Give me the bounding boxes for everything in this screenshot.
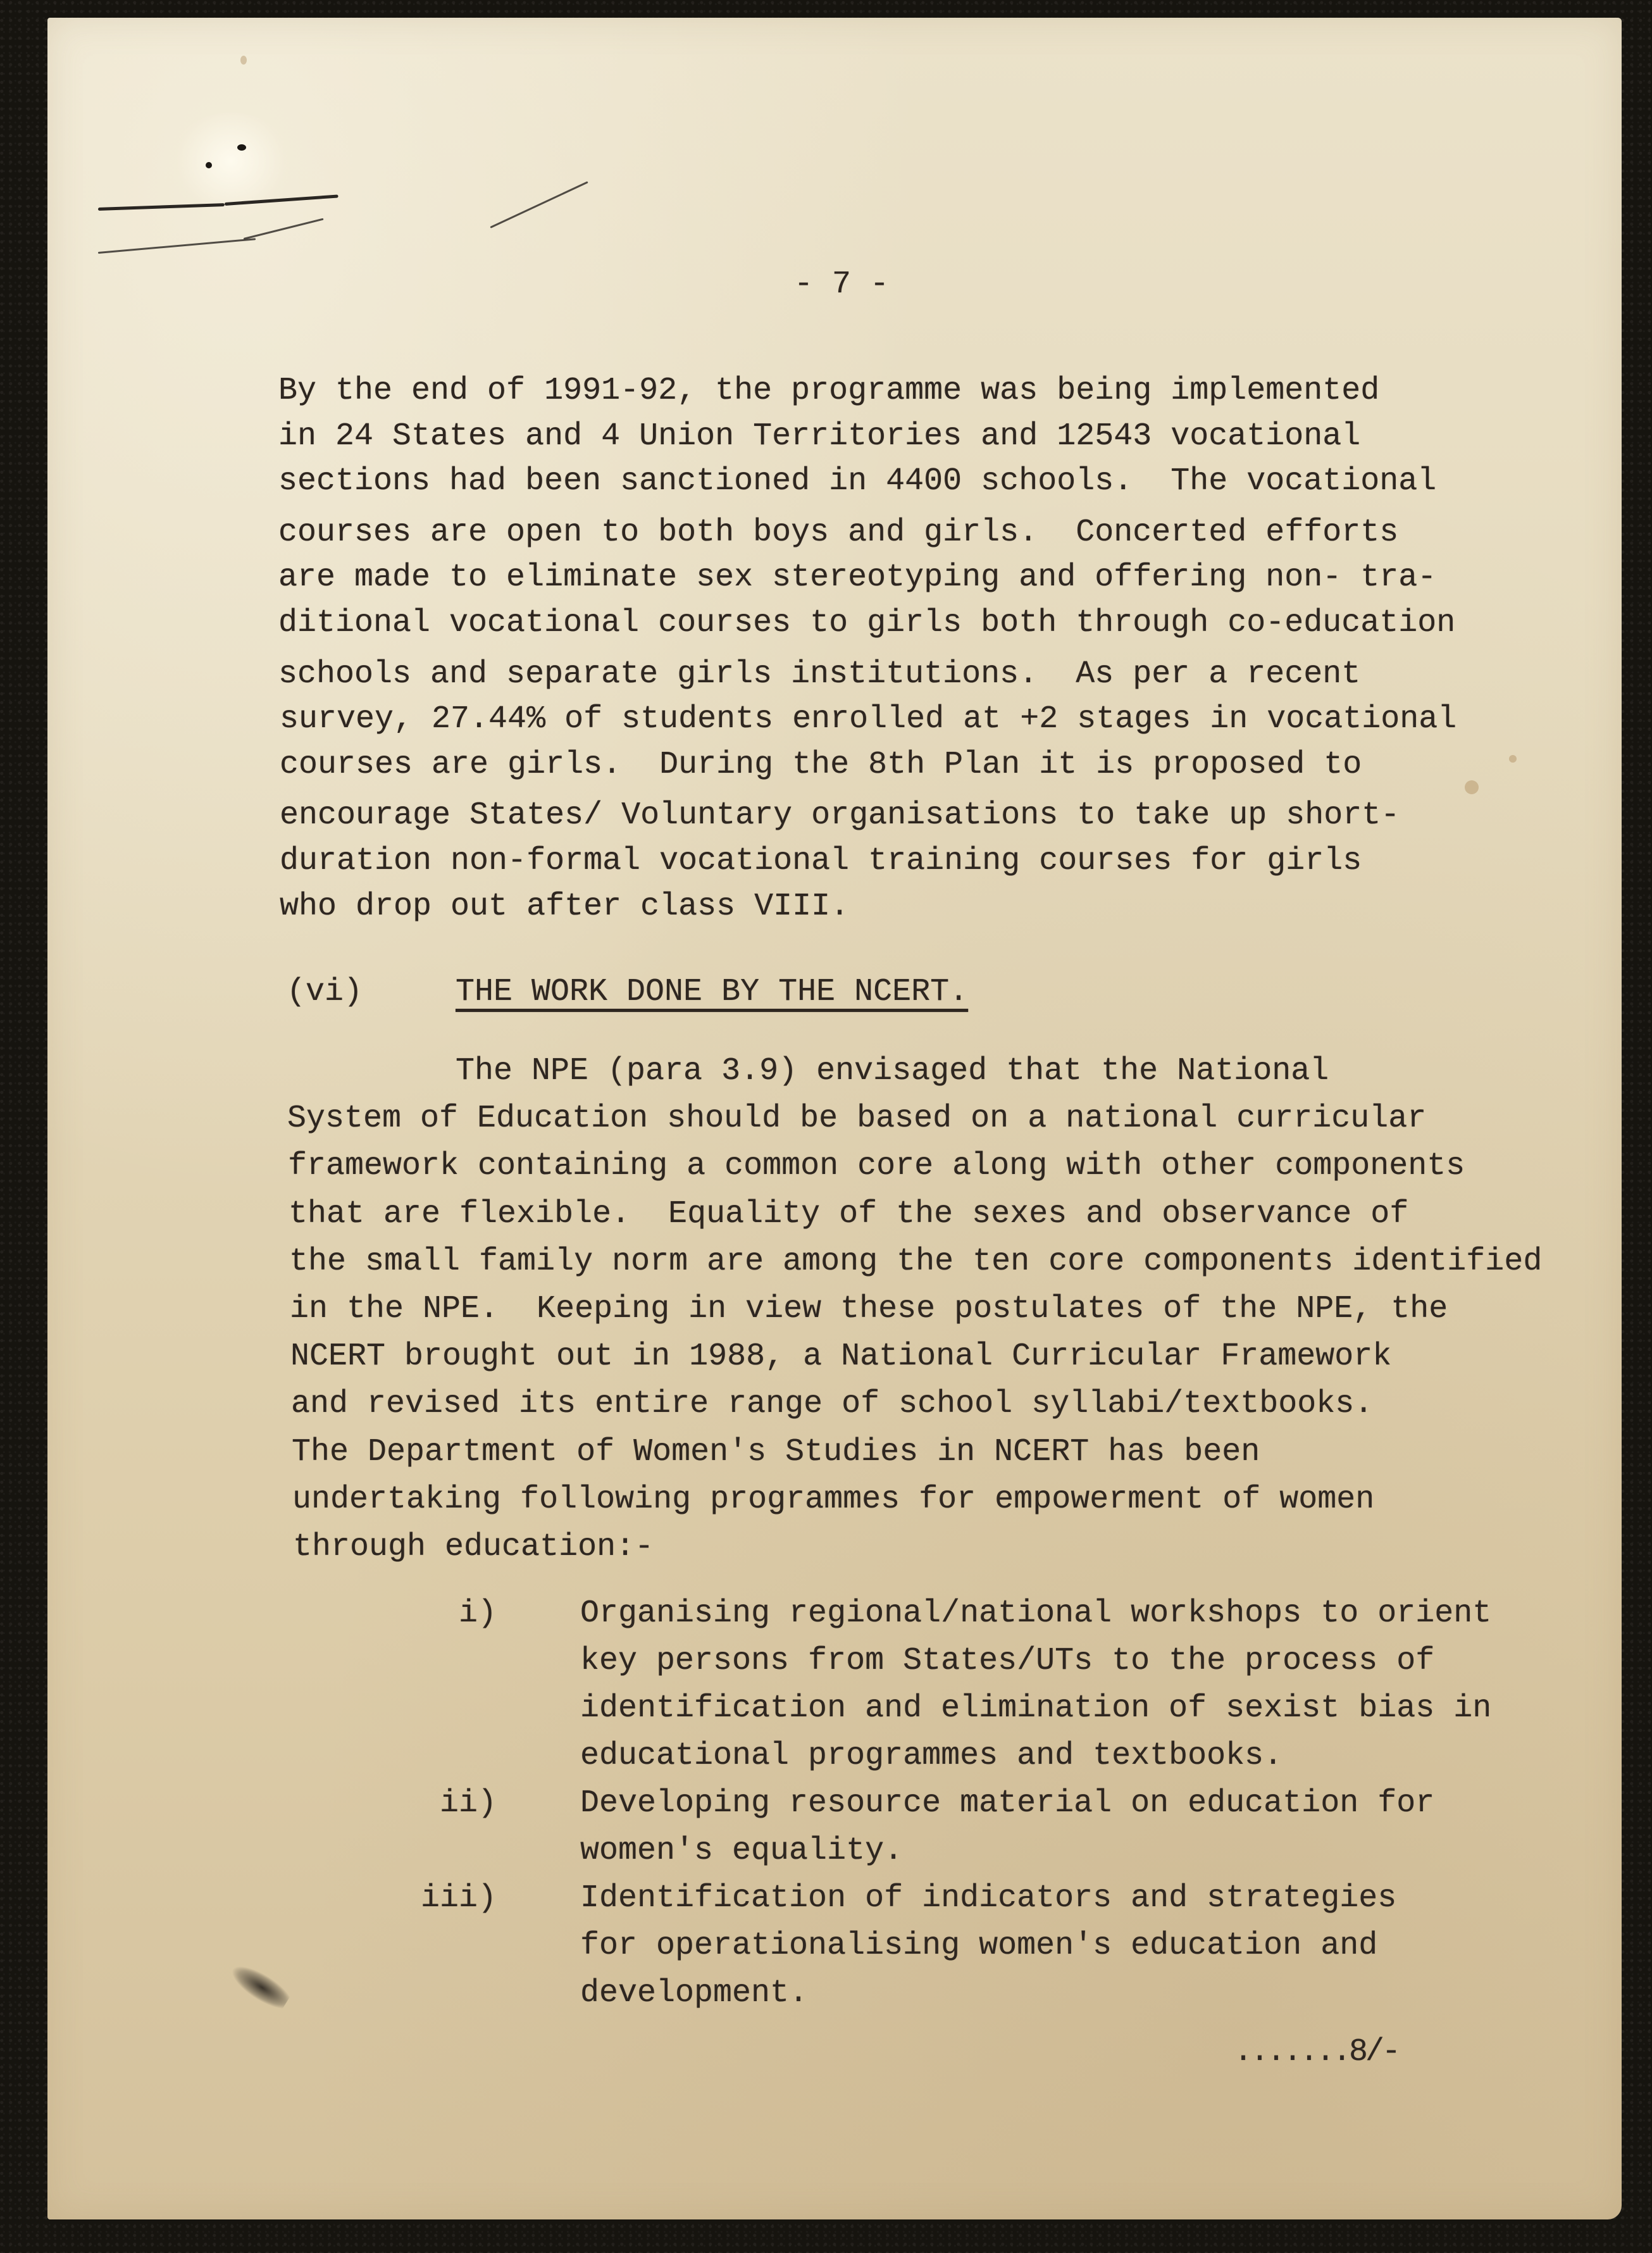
document-page bbox=[47, 18, 1622, 2219]
paragraph-line: courses are girls. During the 8th Plan it is proposed to bbox=[280, 746, 1362, 783]
punch-hole bbox=[237, 144, 246, 151]
paragraph-line: are made to eliminate sex stereotyping and offering non- tra- bbox=[278, 559, 1437, 596]
paragraph-line: who drop out after class VIII. bbox=[280, 888, 850, 925]
list-item-line: Developing resource material on education for bbox=[580, 1785, 1435, 1821]
paper-stain bbox=[240, 56, 247, 65]
paragraph-line: that are flexible. Equality of the sexes and observance of bbox=[289, 1195, 1409, 1232]
pen-scribble bbox=[490, 181, 588, 228]
paragraph-line: System of Education should be based on a national curricular bbox=[287, 1101, 1427, 1137]
list-item-line: identification and elimination of sexist bias in bbox=[580, 1690, 1492, 1726]
paragraph-line: sections had been sanctioned in 4400 schools. The vocational bbox=[278, 463, 1437, 500]
paragraph-line: in the NPE. Keeping in view these postulates of the NPE, the bbox=[290, 1291, 1448, 1327]
paragraph-line: survey, 27.44% of students enrolled at +2 stages in vocational bbox=[280, 701, 1457, 738]
list-item-marker: i) bbox=[459, 1595, 497, 1632]
pen-scribble bbox=[98, 238, 256, 254]
list-item-line: for operationalising women's education and bbox=[580, 1928, 1378, 1964]
page-number: - 7 - bbox=[794, 266, 890, 303]
paragraph-line: the small family norm are among the ten core components identified bbox=[289, 1243, 1543, 1280]
paragraph-line: courses are open to both boys and girls. Concerted efforts bbox=[278, 514, 1399, 551]
list-item-line: educational programmes and textbooks. bbox=[580, 1738, 1283, 1774]
list-item-marker: iii) bbox=[421, 1880, 497, 1916]
paper-stain bbox=[1465, 780, 1479, 794]
list-item-line: key persons from States/UTs to the process of bbox=[580, 1643, 1435, 1679]
list-item-line: Identification of indicators and strategies bbox=[580, 1880, 1397, 1916]
pen-scribble bbox=[244, 218, 324, 240]
list-item-line: Organising regional/national workshops to orient bbox=[580, 1595, 1492, 1632]
continuation-marker: .......8/- bbox=[1234, 2034, 1399, 2070]
section-title: THE WORK DONE BY THE NCERT. bbox=[456, 974, 969, 1010]
list-item-line: development. bbox=[580, 1975, 809, 2011]
paragraph-line: The Department of Women's Studies in NCERT has been bbox=[292, 1433, 1260, 1470]
paragraph-line: schools and separate girls institutions. As per a recent bbox=[278, 656, 1361, 692]
list-item-marker: ii) bbox=[440, 1785, 497, 1821]
paragraph-line: through education:- bbox=[293, 1529, 654, 1565]
paragraph-line: and revised its entire range of school syllabi/textbooks. bbox=[291, 1386, 1374, 1423]
paper-stain bbox=[1509, 755, 1517, 763]
paragraph-line: The NPE (para 3.9) envisaged that the National bbox=[456, 1053, 1329, 1089]
paragraph-line: framework containing a common core along with other components bbox=[288, 1148, 1465, 1185]
section-number: (vi) bbox=[287, 974, 363, 1010]
ink-smudge bbox=[226, 1959, 293, 2014]
paragraph-line: NCERT brought out in 1988, a National Curricular Framework bbox=[290, 1339, 1392, 1375]
paragraph-line: By the end of 1991-92, the programme was being implemented bbox=[278, 373, 1380, 409]
paragraph-line: duration non-formal vocational training courses for girls bbox=[280, 843, 1362, 879]
paragraph-line: in 24 States and 4 Union Territories and 12543 vocational bbox=[278, 418, 1361, 454]
paragraph-line: encourage States/ Voluntary organisations to take up short- bbox=[280, 797, 1400, 834]
paragraph-line: undertaking following programmes for empowerment of women bbox=[292, 1481, 1375, 1518]
punch-hole bbox=[206, 162, 212, 168]
paragraph-line: ditional vocational courses to girls both through co-education bbox=[278, 605, 1456, 641]
list-item-line: women's equality. bbox=[580, 1833, 904, 1869]
